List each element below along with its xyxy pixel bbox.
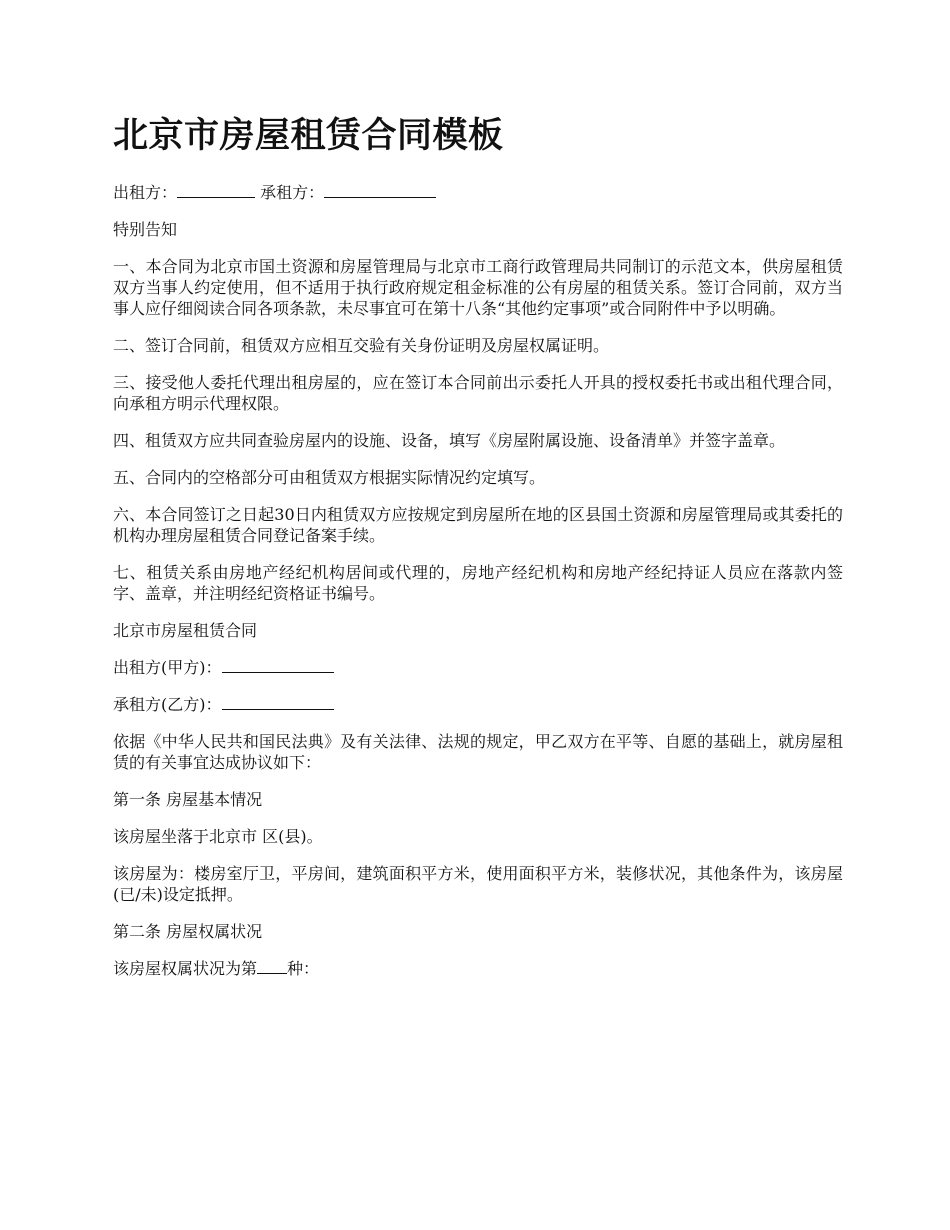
article-1-heading: 第一条 房屋基本情况 [113,790,263,809]
notice-item: 一、本合同为北京市国土资源和房屋管理局与北京市工商行政管理局共同制订的示范文本，供房屋租赁双方当事人约定使用，但不适用于执行政府规定租金标准的公有房屋的租赁关系。签订合同前，双方当事人应仔细阅读合同各项条款，未尽事宜可在第十八条“其他约定事项”或合同附件中予以明确。 [113,257,843,318]
party-a-label: 出租方(甲方)： [113,658,222,677]
document-title: 北京市房屋租赁合同模板 [113,116,504,156]
lessor-label: 出租方： [113,183,178,202]
notice-item: 七、租赁关系由房地产经纪机构居间或代理的，房地产经纪机构和房地产经纪持证人员应在落款内签字、盖章，并注明经纪资格证书编号。 [113,563,843,603]
notice-item: 二、签订合同前，租赁双方应相互交验有关身份证明及房屋权属证明。 [113,336,610,355]
article-2-suffix: 种： [287,959,320,978]
contract-heading: 北京市房屋租赁合同 [113,621,258,640]
article-1-details: 该房屋为：楼房室厅卫，平房间，建筑面积平方米，使用面积平方米，装修状况，其他条件为，该房屋(已/未)设定抵押。 [113,864,843,904]
party-b-blank [222,695,334,710]
lessee-label: 承租方： [255,183,325,202]
preamble: 依据《中华人民共和国民法典》及有关法律、法规的规定，甲乙双方在平等、自愿的基础上，就房屋租赁的有关事宜达成协议如下： [113,732,843,772]
notice-item: 五、合同内的空格部分可由租赁双方根据实际情况约定填写。 [113,468,546,487]
article-2-blank [257,959,287,974]
notice-item: 四、租赁双方应共同查验房屋内的设施、设备，填写《房屋附属设施、设备清单》并签字盖章。 [113,431,786,450]
party-a-blank [222,658,334,673]
parties-line [113,182,843,203]
party-a-line [113,657,843,678]
document-page [113,112,843,995]
party-b-line [113,694,843,715]
article-1-location: 该房屋坐落于北京市 区(县)。 [113,827,323,846]
article-2-prefix: 该房屋权属状况为第 [113,959,258,978]
article-2-heading: 第二条 房屋权属状况 [113,922,263,941]
lessor-blank [177,183,255,198]
article-2-line [113,958,843,979]
notice-heading: 特别告知 [113,220,178,239]
notice-item: 六、本合同签订之日起30日内租赁双方应按规定到房屋所在地的区县国土资源和房屋管理局或其委托的机构办理房屋租赁合同登记备案手续。 [113,505,843,545]
lessee-blank [324,183,436,198]
party-b-label: 承租方(乙方)： [113,695,222,714]
notice-item: 三、接受他人委托代理出租房屋的，应在签订本合同前出示委托人开具的授权委托书或出租代理合同，向承租方明示代理权限。 [113,373,843,413]
